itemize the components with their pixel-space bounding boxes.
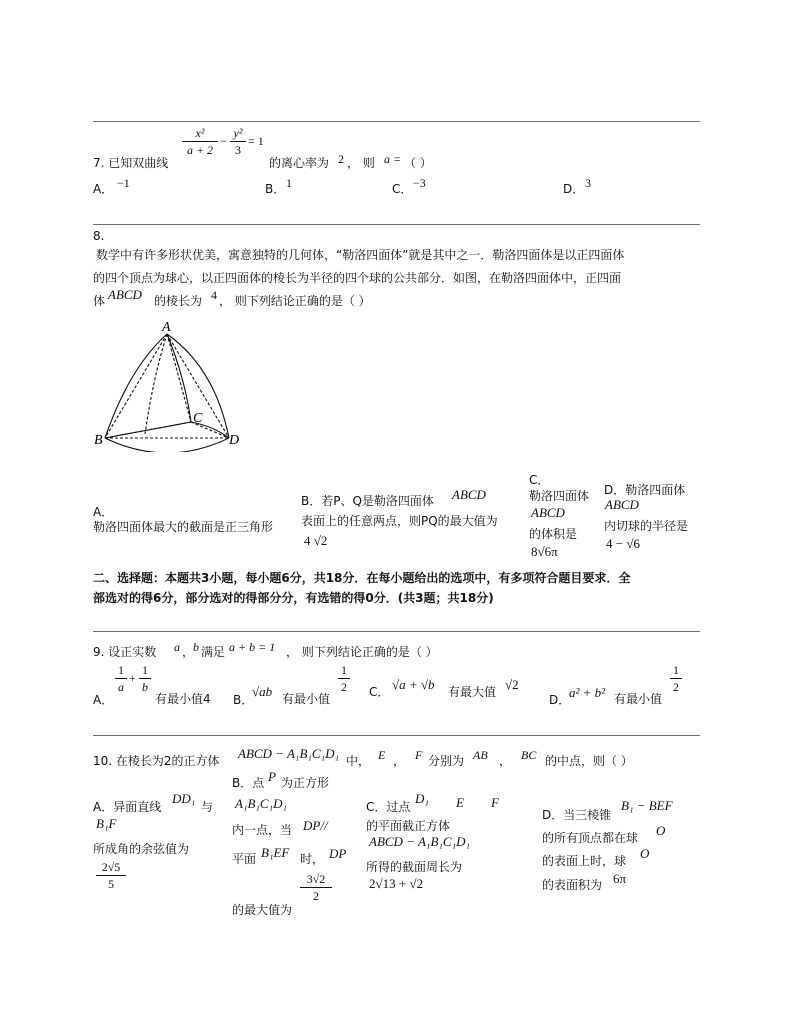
q10-option-b-line3b: 时， (300, 852, 325, 866)
q8-text-line1: 数学中有许多形状优美，寓意独特的几何体，“勒洛四面体”就是其中之一．勒洛四面体是以正四面体 (96, 248, 625, 262)
q10-option-c-line2: 的平面截正方体 (366, 819, 451, 833)
q10-option-a-b1f: B₁F (96, 816, 117, 831)
q10-option-c-line3: 所得的截面周长为 (366, 860, 463, 874)
q7-option-a-value: −1 (117, 176, 130, 190)
q10-option-b-face: A₁B₁C₁D₁ (235, 796, 288, 811)
q10-option-d-line1[interactable]: D．当三棱锥 (542, 808, 612, 822)
q10-text-b: 中， (346, 754, 371, 768)
q9-option-a-expr: 1 a + 1 b (113, 663, 155, 703)
q8-option-c-value: 8√6π (531, 544, 558, 559)
q7-then: ， 则 (347, 156, 375, 170)
q10-option-a-line2: 所成角的余弦值为 (93, 842, 190, 856)
q10-option-b-line4: 的最大值为 (232, 903, 293, 917)
q10-option-b-line2: 内一点，当 (232, 823, 293, 837)
q8-text-line3-a: 体 (93, 294, 106, 308)
q7-equation: x² a + 2 − y² 3 = 1 (180, 126, 270, 170)
q8-text-line3-c: ， 则下列结论正确的是（ ） (219, 294, 371, 308)
divider-q8 (93, 224, 700, 225)
divider-top (93, 121, 700, 122)
q10-option-a-with: 与 (201, 800, 214, 814)
q10-option-c-e: E (456, 795, 464, 810)
q10-option-b-p: P (268, 769, 276, 784)
q8-option-c-line1: 勒洛四面体 (529, 489, 590, 503)
q7-option-c-label[interactable]: C． (392, 182, 413, 196)
q10-cube: ABCD − A₁B₁C₁D₁ (238, 746, 339, 761)
q10-option-a-dd1: DD₁ (172, 791, 196, 806)
q7-frac2: y² 3 (230, 126, 246, 157)
q8-abcd: ABCD (108, 287, 142, 302)
q7-paren: （ ） (404, 156, 432, 170)
q9-option-c-value: √2 (505, 677, 519, 692)
q8-option-d-abcd: ABCD (605, 497, 639, 512)
q10-text-a: 10. 在棱长为2的正方体 (93, 754, 220, 768)
q10-option-d-line3: 的表面上时，球 (542, 854, 627, 868)
q8-text-line3-b: 的棱长为 (154, 294, 203, 308)
q7-option-d-label[interactable]: D． (563, 182, 585, 196)
q8-option-c-label[interactable]: C． (529, 473, 550, 487)
q10-point-f: F (415, 748, 423, 762)
figure-label-a: A (162, 320, 171, 335)
q9-option-d-label[interactable]: D． (549, 693, 571, 707)
q10-sep2: ， (499, 754, 512, 768)
q9-text-a: 9. 设正实数 (93, 645, 157, 659)
figure-label-b: B (94, 433, 103, 448)
q8-number: 8. (93, 229, 105, 243)
q8-option-d-line2: 内切球的半径是 (604, 519, 689, 533)
q8-option-c-abcd: ABCD (531, 505, 565, 520)
q9-comma: ， (182, 645, 195, 659)
q9-option-d-fraction: 1 2 (670, 663, 682, 694)
q9-option-b-fraction: 1 2 (338, 663, 350, 694)
q8-option-d-line1[interactable]: D．勒洛四面体 (604, 483, 686, 497)
q9-option-b-expr: √ab (252, 684, 273, 699)
q10-option-c-line1[interactable]: C．过点 (366, 800, 411, 814)
q8-option-d-value: 4 − √6 (606, 536, 640, 551)
q9-option-d-expr: a² + b² (569, 685, 606, 700)
section-2-line2: 部选对的得6分，部分选对的得部分分，有选错的得0分．(共3题；共18分) (93, 591, 494, 605)
q10-option-d-o: O (656, 823, 666, 838)
q7-option-d-value: 3 (585, 176, 591, 190)
q10-option-a-fraction: 2√5 5 (96, 860, 126, 891)
q9-option-b-label[interactable]: B． (233, 693, 254, 707)
q10-text-c: 分别为 (428, 754, 465, 768)
q7-middle: 的离心率为 (269, 156, 330, 170)
q9-option-a-label[interactable]: A． (93, 693, 114, 707)
q7-option-a-label[interactable]: A． (93, 182, 114, 196)
q9-var-b: b (193, 640, 199, 654)
q9-condition: a + b = 1 (229, 640, 276, 654)
q10-option-d-line4: 的表面积为 (542, 878, 603, 892)
section-2-line1: 二、选择题：本题共3小题，每小题6分，共18分．在每小题给出的选项中，有多项符合题目要求．全 (93, 571, 631, 585)
q10-option-b-plane: B₁EF (261, 845, 290, 860)
figure-label-c: C (193, 411, 203, 426)
q10-option-b-dp2: DP (329, 846, 347, 861)
q8-option-b-value: 4 √2 (304, 533, 328, 548)
divider-q9 (93, 631, 700, 632)
q9-option-c-expr: √a + √b (392, 677, 435, 692)
q10-option-c-value: 2√13 + √2 (369, 876, 424, 891)
q10-point-e: E (378, 748, 386, 762)
q8-text-line2: 的四个顶点为球心，以正四面体的棱长为半径的四个球的公共部分．如图，在勒洛四面体中，正四面 (93, 271, 622, 285)
q10-sep: ， (393, 754, 406, 768)
q7-ecc: 2 (338, 152, 344, 166)
figure-label-d: D (229, 433, 240, 448)
q10-option-b-line3a: 平面 (232, 852, 257, 866)
q9-option-c-text: 有最大值 (448, 685, 497, 699)
q8-option-b-line1[interactable]: B．若P、Q是勒洛四面体 (301, 494, 434, 508)
q8-option-c-line2: 的体积是 (529, 527, 578, 541)
q10-bc: BC (521, 748, 537, 762)
q8-option-a-text: 勒洛四面体最大的截面是正三角形 (93, 520, 274, 534)
divider-q10 (93, 735, 700, 736)
q9-text-b: 满足 (201, 645, 226, 659)
q10-option-d-value: 6π (613, 871, 627, 886)
q9-text-c: ， 则下列结论正确的是（ ） (286, 645, 438, 659)
reuleaux-tetrahedron-figure (93, 318, 253, 452)
q10-option-b-dp: DP// (303, 818, 328, 833)
q10-option-d-o2: O (640, 846, 650, 861)
q10-option-b-line1[interactable]: B．点 (232, 776, 265, 790)
q8-option-a-label[interactable]: A． (93, 505, 114, 519)
q7-prefix: 7. 已知双曲线 (93, 156, 169, 170)
q7-a-eq: a = (384, 152, 402, 166)
q7-frac1: x² a + 2 (182, 126, 218, 157)
q10-option-b-line1b: 为正方形 (281, 776, 330, 790)
q8-edge-length: 4 (211, 288, 217, 302)
q10-text-d: 的中点，则（ ） (545, 754, 633, 768)
q8-option-b-abcd: ABCD (452, 487, 486, 502)
q7-option-b-label[interactable]: B． (265, 182, 286, 196)
q9-option-d-text: 有最小值 (614, 692, 663, 706)
q8-option-b-line2: 表面上的任意两点，则PQ的最大值为 (301, 514, 498, 528)
q7-option-c-value: −3 (413, 176, 426, 190)
q10-option-d-pyr: B₁ − BEF (621, 798, 673, 813)
q9-option-a-text: 有最小值4 (155, 692, 211, 706)
q9-var-a: a (174, 640, 180, 654)
q9-option-b-text: 有最小值 (282, 692, 331, 706)
q10-option-c-f: F (491, 795, 499, 810)
q10-option-a-line1[interactable]: A．异面直线 (93, 800, 162, 814)
q10-option-b-fraction: 3√2 2 (300, 872, 332, 903)
q7-option-b-value: 1 (286, 176, 292, 190)
q9-option-c-label[interactable]: C． (369, 685, 390, 699)
q10-ab: AB (473, 748, 488, 762)
q10-option-c-d1: D₁ (415, 791, 429, 806)
q10-option-d-line2: 的所有顶点都在球 (542, 831, 639, 845)
q10-option-c-cube: ABCD − A₁B₁C₁D₁ (369, 834, 470, 849)
